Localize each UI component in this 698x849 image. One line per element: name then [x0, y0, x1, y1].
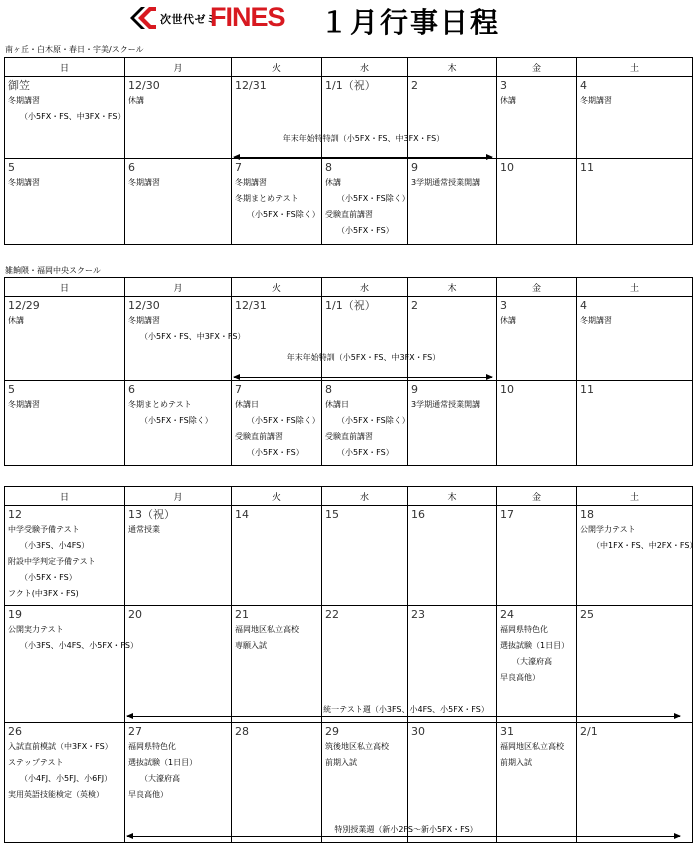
weekday-header-mon: 月: [125, 487, 232, 506]
event-text: 中学受験予備テスト: [8, 525, 80, 534]
day-number: 24: [500, 608, 514, 621]
event-text: 休講日: [235, 400, 259, 409]
calendar-table-3: [4, 486, 698, 843]
span-label-2: 年末年始特訓（小5FX・FS、中3FX・FS）: [286, 353, 441, 362]
event-text: 福岡地区私立高校: [500, 742, 564, 751]
brand-name: FINES: [210, 2, 285, 32]
span-label-1: 年末年始特特訓（小5FX・FS、中3FX・FS）: [282, 134, 445, 143]
event-text: （小5FX・FS、中3FX・FS）: [20, 112, 126, 121]
event-text: 冬期講習: [8, 178, 40, 187]
calendar-table-2: [4, 277, 693, 466]
school-name-1: 南ヶ丘・白木原・春日・宇美/スクール: [5, 45, 144, 54]
day-cell: [125, 159, 232, 245]
day-number: 3: [500, 299, 507, 312]
event-text: （小3FS、小4FS）: [20, 541, 90, 550]
event-text: ステップテスト: [8, 758, 64, 767]
day-cell: [408, 159, 497, 245]
day-number: 23: [411, 608, 425, 621]
weekday-header-mon: 月: [125, 278, 232, 297]
day-number: 12: [8, 508, 22, 521]
event-text: 冬期講習: [8, 96, 40, 105]
event-text: 公開学力テスト: [580, 525, 636, 534]
day-number: 8: [325, 161, 332, 174]
event-text: 休講: [8, 316, 24, 325]
event-text: 3学期通常授業開講: [411, 178, 481, 187]
day-number: 9: [411, 161, 418, 174]
weekday-header-wed: 水: [322, 487, 408, 506]
day-number: 28: [235, 725, 249, 738]
day-cell: [497, 381, 577, 466]
day-cell: [125, 77, 232, 159]
day-cell: [408, 77, 497, 159]
weekday-header-thu: 木: [408, 487, 497, 506]
event-text: 早良高他）: [128, 790, 168, 799]
day-number: 19: [8, 608, 22, 621]
event-text: 休講: [500, 316, 516, 325]
event-text: 通常授業: [128, 525, 160, 534]
day-cell: [577, 381, 693, 466]
day-number: 15: [325, 508, 339, 521]
day-cell: [232, 506, 322, 606]
page-title: １月行事日程: [320, 6, 501, 39]
day-number: 7: [235, 161, 242, 174]
day-cell: [5, 159, 125, 245]
day-number: 12/30: [128, 299, 160, 312]
event-text: 福岡県特色化: [500, 625, 548, 634]
day-number: 12/31: [235, 79, 267, 92]
event-text: 冬期講習: [128, 178, 160, 187]
weekday-header-tue: 火: [232, 487, 322, 506]
event-text: （小4FJ、小5FJ、小6FJ）: [20, 774, 113, 783]
event-text: 福岡県特色化: [128, 742, 176, 751]
day-number: 26: [8, 725, 22, 738]
event-text: （小3FS、小4FS、小5FX・FS）: [20, 641, 138, 650]
event-text: 冬期講習: [580, 96, 612, 105]
day-number: 2: [411, 299, 418, 312]
weekday-header-mon: 月: [125, 58, 232, 77]
event-text: （中1FX・FS、中2FX・FS）: [592, 541, 698, 550]
event-text: （小5FX・FS除く）: [337, 416, 410, 425]
day-cell: [577, 77, 693, 159]
event-text: （小5FX・FS）: [337, 226, 394, 235]
day-number: 12/31: [235, 299, 267, 312]
event-text: 附設中学判定予備テスト: [8, 557, 96, 566]
day-cell: [232, 77, 322, 159]
day-cell: [322, 159, 408, 245]
day-cell: [322, 506, 408, 606]
event-text: 受験直前講習: [325, 210, 373, 219]
span-label-3a: 統一テスト週（小3FS、小4FS、小5FX・FS）: [323, 705, 489, 714]
day-number: 10: [500, 161, 514, 174]
weekday-header-wed: 水: [322, 58, 408, 77]
day-number: 31: [500, 725, 514, 738]
day-cell: [408, 297, 497, 381]
day-number: 11: [580, 383, 594, 396]
day-cell: [497, 506, 577, 606]
event-text: （小5FX・FS）: [247, 448, 304, 457]
event-text: （大濠府高: [512, 657, 552, 666]
event-text: （小5FX・FS除く）: [247, 416, 320, 425]
event-text: （小5FX・FS）: [20, 573, 77, 582]
day-number: 21: [235, 608, 249, 621]
event-text: 早良高他）: [500, 673, 540, 682]
event-text: （小5FX・FS、中3FX・FS）: [140, 332, 246, 341]
day-cell: [125, 297, 246, 381]
day-cell: [408, 506, 497, 606]
weekday-header-fri: 金: [497, 487, 577, 506]
event-text: 筑後地区私立高校: [325, 742, 389, 751]
event-text: 冬期講習: [8, 400, 40, 409]
event-text: 冬期まとめテスト: [128, 400, 192, 409]
day-number: 御笠: [8, 79, 30, 92]
event-text: 休講日: [325, 400, 349, 409]
day-number: 29: [325, 725, 339, 738]
event-text: 選抜試験（1日目）: [500, 641, 570, 650]
event-text: 冬期講習: [235, 178, 267, 187]
weekday-header-tue: 火: [232, 58, 322, 77]
event-text: 福岡地区私立高校: [235, 625, 299, 634]
day-cell: [322, 77, 408, 159]
fines-logo-icon: [130, 7, 156, 29]
calendar-table-1: [4, 57, 693, 245]
day-cell: [497, 297, 577, 381]
day-cell: [577, 159, 693, 245]
day-number: 9: [411, 383, 418, 396]
event-text: 冬期まとめテスト: [235, 194, 299, 203]
day-number: 11: [580, 161, 594, 174]
day-number: 2: [411, 79, 418, 92]
weekday-header-thu: 木: [408, 58, 497, 77]
day-number: 2/1: [580, 725, 598, 738]
weekday-header-fri: 金: [497, 278, 577, 297]
day-number: 22: [325, 608, 339, 621]
day-number: 14: [235, 508, 249, 521]
day-number: 17: [500, 508, 514, 521]
day-number: 30: [411, 725, 425, 738]
brand-small: 次世代ゼミ: [160, 13, 218, 26]
day-cell: [497, 159, 577, 245]
weekday-header-sat: 土: [577, 58, 693, 77]
day-cell: [497, 77, 577, 159]
day-number: 1/1（祝）: [325, 79, 376, 92]
day-number: 1/1（祝）: [325, 299, 376, 312]
day-number: 27: [128, 725, 142, 738]
event-text: フクト(中3FX・FS): [8, 589, 79, 598]
weekday-header-sun: 日: [5, 487, 125, 506]
event-text: （小5FX・FS除く）: [140, 416, 213, 425]
weekday-header-thu: 木: [408, 278, 497, 297]
day-cell: [322, 381, 408, 466]
day-cell: [5, 381, 125, 466]
day-number: 18: [580, 508, 594, 521]
event-text: （小5FX・FS除く）: [247, 210, 320, 219]
day-number: 12/30: [128, 79, 160, 92]
school-name-2: 雑餉隈・福岡中央スクール: [5, 266, 101, 275]
event-text: （小5FX・FS）: [337, 448, 394, 457]
day-number: 16: [411, 508, 425, 521]
event-text: 冬期講習: [128, 316, 160, 325]
weekday-header-wed: 水: [322, 278, 408, 297]
event-text: 前期入試: [325, 758, 357, 767]
day-number: 25: [580, 608, 594, 621]
day-number: 5: [8, 383, 15, 396]
day-number: 5: [8, 161, 15, 174]
day-cell: [5, 77, 125, 159]
event-text: 専願入試: [235, 641, 267, 650]
day-number: 3: [500, 79, 507, 92]
day-cell: [322, 297, 408, 381]
span-arrow-3b: [127, 836, 680, 837]
day-number: 4: [580, 79, 587, 92]
day-number: 6: [128, 383, 135, 396]
event-text: 休講: [128, 96, 144, 105]
event-text: 休講: [500, 96, 516, 105]
event-text: 前期入試: [500, 758, 532, 767]
day-cell: [5, 506, 125, 606]
day-number: 7: [235, 383, 242, 396]
span-label-3b: 特別授業週（新小2FS～新小5FX・FS）: [334, 825, 478, 834]
day-cell: [577, 506, 698, 606]
day-number: 4: [580, 299, 587, 312]
event-text: 選抜試験（1日目）: [128, 758, 198, 767]
event-text: 受験直前講習: [235, 432, 283, 441]
event-text: 受験直前講習: [325, 432, 373, 441]
day-cell: [232, 159, 322, 245]
day-cell: [125, 381, 232, 466]
day-number: 8: [325, 383, 332, 396]
day-cell: [577, 297, 693, 381]
event-text: （小5FX・FS除く）: [337, 194, 410, 203]
event-text: （大濠府高: [140, 774, 180, 783]
weekday-header-fri: 金: [497, 58, 577, 77]
weekday-header-sat: 土: [577, 278, 693, 297]
day-cell: [125, 506, 232, 606]
event-text: 実用英語技能検定（英検）: [8, 790, 104, 799]
day-number: 6: [128, 161, 135, 174]
day-cell: [232, 297, 322, 381]
event-text: 3学期通常授業開講: [411, 400, 481, 409]
weekday-header-sun: 日: [5, 278, 125, 297]
day-number: 12/29: [8, 299, 40, 312]
day-number: 10: [500, 383, 514, 396]
day-cell: [5, 297, 125, 381]
weekday-header-tue: 火: [232, 278, 322, 297]
event-text: 冬期講習: [580, 316, 612, 325]
day-number: 20: [128, 608, 142, 621]
event-text: 公開実力テスト: [8, 625, 64, 634]
event-text: 休講: [325, 178, 341, 187]
span-arrow-1: [234, 157, 492, 158]
day-cell: [408, 381, 497, 466]
event-text: 入試直前模試（中3FX・FS）: [8, 742, 113, 751]
span-arrow-3a: [127, 716, 680, 717]
weekday-header-sat: 土: [577, 487, 693, 506]
day-number: 13（祝）: [128, 508, 175, 521]
weekday-header-sun: 日: [5, 58, 125, 77]
day-cell: [232, 381, 322, 466]
span-arrow-2: [234, 377, 492, 378]
day-cell: [5, 723, 125, 843]
